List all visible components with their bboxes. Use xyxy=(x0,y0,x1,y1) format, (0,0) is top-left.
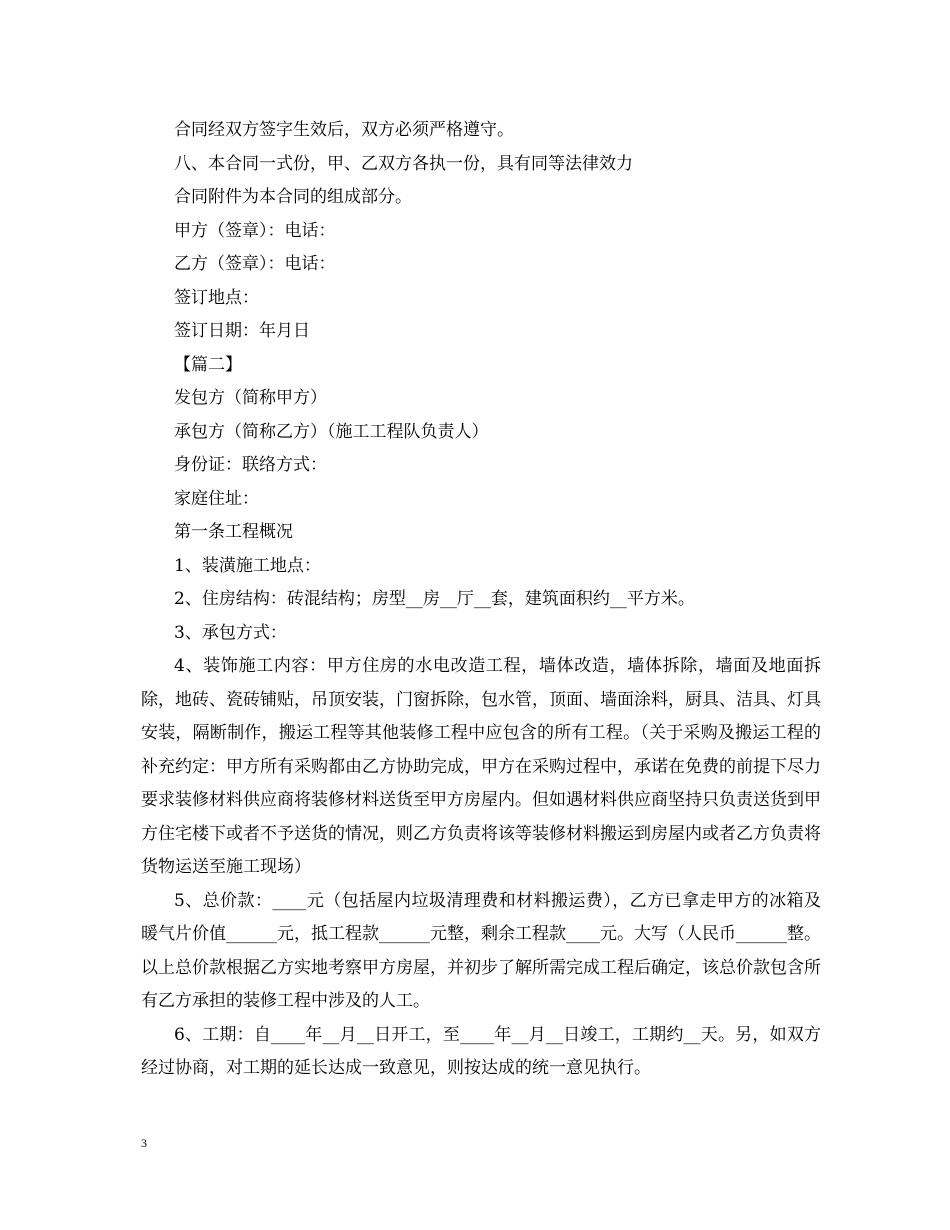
text-line: 乙方（签章）：电话： xyxy=(174,254,336,274)
paragraph-construction-content: 4、装饰施工内容：甲方住房的水电改造工程，墙体改造，墙体拆除，墙面及地面拆除，地砖、瓷砖铺贴，吊顶安装，门窗拆除，包水管，顶面、墙面涂料，厨具、洁具、灯具安装，隔断制作，搬运工程等其他装修工程中应包含的所有工程。（关于采购及搬运工程的补充约定：甲方所有采购都由乙方协助完成，甲方在采购过程中，承诺在免费的前提下尽力要求装修材料供应商将装修材料送货至甲方房屋内。但如遇材料供应商坚持只负责送货到甲方住宅楼下或者不予送货的情况，则乙方负责将该等装修材料搬运到房屋内或者乙方负责将货物运送至施工现场） xyxy=(141,656,821,877)
paragraph-total-price: 5、总价款：____元（包括屋内垃圾清理费和材料搬运费），乙方已拿走甲方的冰箱及暖气片价值______元，抵工程款______元整，剩余工程款____元。大写（人民币______整。以上总价款根据乙方实地考察甲方房屋，并初步了解所需完成工程后确定，该总价款包含所有乙方承担的装修工程中涉及的人工。 xyxy=(141,890,821,1011)
text-line: 发包方（简称甲方） xyxy=(174,388,327,408)
text-line: 合同经双方签字生效后，双方必须严格遵守。 xyxy=(174,120,514,140)
text-line: 身份证：联络方式： xyxy=(174,455,327,475)
text-line: 家庭住址： xyxy=(174,488,259,509)
text-line: 2、住房结构：砖混结构；房型__房__厅__套，建筑面积约__平方米。 xyxy=(174,589,695,609)
document-body xyxy=(141,114,821,1086)
text-line: 签订日期：年月日 xyxy=(174,321,310,341)
page-number: 3 xyxy=(141,1136,147,1150)
text-line: 承包方（简称乙方）（施工工程队负责人） xyxy=(174,421,489,442)
paragraph-schedule: 6、工期：自____年__月__日开工，至____年__月__日竣工，工期约__天。另，如双方经过协商，对工期的延长达成一致意见，则按达成的统一意见执行。 xyxy=(141,1024,821,1078)
text-line: 合同附件为本合同的组成部分。 xyxy=(174,187,412,207)
text-line: 1、装潢施工地点： xyxy=(174,555,321,576)
text-line: 八、本合同一式份，甲、乙双方各执一份，具有同等法律效力 xyxy=(174,153,633,174)
text-line: 甲方（签章）：电话： xyxy=(174,220,336,241)
article-heading: 第一条工程概况 xyxy=(174,522,293,542)
text-line: 签订地点： xyxy=(174,287,259,308)
section-heading: 【篇二】 xyxy=(174,354,242,375)
text-line: 3、承包方式： xyxy=(174,622,287,643)
